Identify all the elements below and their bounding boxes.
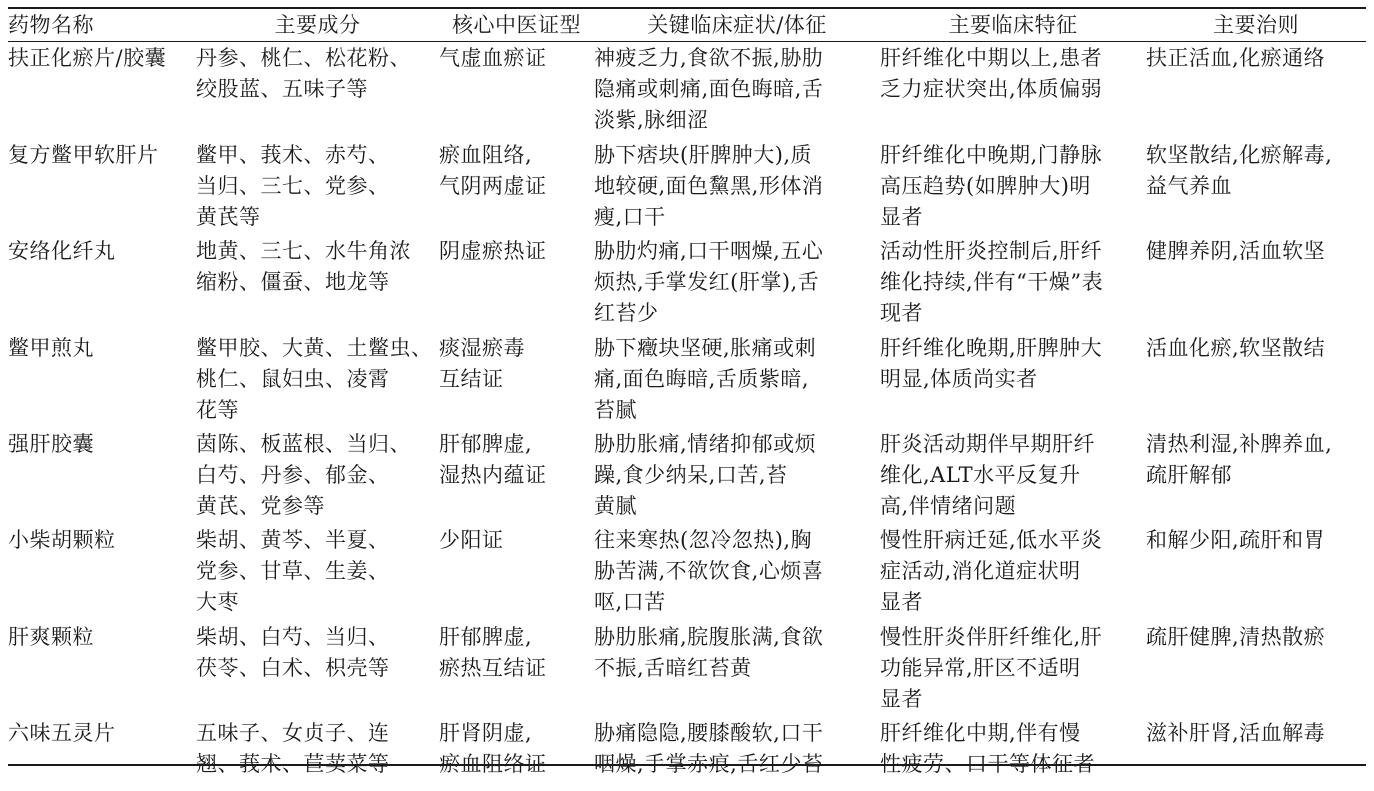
cell-symptoms-line: 胁苦满,不欲饮食,心烦喜 [594, 559, 824, 583]
cell-syndrome-line: 肝肾阴虚, [439, 721, 533, 745]
cell-features-line: 高,伴情绪问题 [880, 494, 1017, 518]
cell-treatment-line: 疏肝解郁 [1146, 463, 1232, 487]
cell-treatment-line: 健脾养阴,活血软坚 [1146, 239, 1326, 263]
cell-symptoms [594, 716, 880, 791]
cell-treatment-line: 活血化瘀,软坚散结 [1146, 336, 1326, 360]
cell-ingredients-line: 柴胡、白芍、当归、 [196, 625, 390, 649]
header-features: 主要临床特征 [948, 13, 1078, 37]
cell-syndrome-line: 气阴两虚证 [439, 174, 547, 198]
cell-treatment-line: 和解少阳,疏肝和胃 [1146, 528, 1326, 552]
medicine-table [8, 9, 1366, 791]
cell-symptoms-line: 胁肋灼痛,口干咽燥,五心 [594, 239, 824, 263]
cell-ingredients [196, 427, 439, 523]
cell-treatment [1146, 41, 1366, 138]
cell-features-line: 肝纤维化中期以上,患者 [880, 46, 1103, 70]
cell-drug-name: 小柴胡颗粒 [8, 528, 116, 552]
cell-ingredients-line: 茵陈、板蓝根、当归、 [196, 432, 411, 456]
cell-symptoms [594, 234, 880, 331]
cell-symptoms-line: 淡紫,脉细涩 [594, 108, 709, 132]
cell-features-line: 显者 [880, 590, 923, 614]
cell-syndrome-line: 湿热内蕴证 [439, 463, 547, 487]
cell-symptoms-line: 隐痛或刺痛,面色晦暗,舌 [594, 77, 824, 101]
cell-features [880, 138, 1146, 234]
cell-ingredients [196, 138, 439, 234]
cell-features-line: 显者 [880, 205, 923, 229]
table-row [8, 427, 1366, 523]
cell-ingredients-line: 大枣 [196, 590, 239, 614]
cell-syndrome-line: 肝郁脾虚, [439, 625, 533, 649]
cell-ingredients [196, 716, 439, 791]
cell-ingredients [196, 331, 439, 427]
cell-features-line: 肝纤维化中晚期,门静脉 [880, 143, 1103, 167]
cell-features-line: 症活动,消化道症状明 [880, 559, 1081, 583]
cell-symptoms-line: 胁肋胀痛,情绪抑郁或烦 [594, 432, 817, 456]
cell-features-line: 维化,ALT水平反复升 [880, 463, 1081, 487]
cell-features [880, 620, 1146, 716]
cell-ingredients-line: 缩粉、僵蚕、地龙等 [196, 270, 390, 294]
cell-ingredients-line: 茯苓、白术、枳壳等 [196, 656, 390, 680]
cell-symptoms-line: 烦热,手掌发红(肝掌),舌 [594, 270, 820, 294]
cell-features-line: 明显,体质尚实者 [880, 367, 1038, 391]
cell-ingredients-line: 地黄、三七、水牛角浓 [196, 239, 411, 263]
cell-features [880, 523, 1146, 620]
cell-symptoms-line: 躁,食少纳呆,口苦,苔 [594, 463, 788, 487]
cell-symptoms [594, 523, 880, 620]
cell-ingredients [196, 41, 439, 138]
cell-syndrome [439, 234, 594, 331]
cell-drug-name: 六味五灵片 [8, 721, 116, 745]
cell-syndrome-line: 少阳证 [439, 528, 504, 552]
cell-ingredients-line: 翘、莪术、苣荬菜等 [196, 752, 390, 776]
cell-drug-name: 复方鳖甲软肝片 [8, 143, 159, 167]
cell-features [880, 716, 1146, 791]
cell-syndrome-line: 瘀热互结证 [439, 656, 547, 680]
cell-syndrome [439, 427, 594, 523]
cell-ingredients [196, 234, 439, 331]
cell-features-line: 肝纤维化晚期,肝脾肿大 [880, 336, 1103, 360]
cell-drug-name: 肝爽颗粒 [8, 625, 94, 649]
cell-ingredients-line: 花等 [196, 398, 239, 422]
cell-syndrome-line: 肝郁脾虚, [439, 432, 533, 456]
cell-ingredients-line: 白芍、丹参、郁金、 [196, 463, 390, 487]
cell-syndrome [439, 523, 594, 620]
cell-treatment [1146, 523, 1366, 620]
cell-treatment-line: 软坚散结,化瘀解毒, [1146, 143, 1333, 167]
cell-treatment-line: 益气养血 [1146, 174, 1232, 198]
table-row [8, 138, 1366, 234]
cell-treatment [1146, 138, 1366, 234]
cell-symptoms [594, 331, 880, 427]
cell-symptoms-line: 地较硬,面色黧黑,形体消 [594, 174, 824, 198]
cell-symptoms-line: 瘦,口干 [594, 205, 666, 229]
cell-treatment [1146, 716, 1366, 791]
cell-features-line: 维化持续,伴有“干燥”表 [880, 270, 1104, 294]
cell-features-line: 活动性肝炎控制后,肝纤 [880, 239, 1103, 263]
header-symptoms: 关键临床症状/体征 [647, 13, 827, 37]
table-row [8, 41, 1366, 138]
cell-features [880, 41, 1146, 138]
table-header-row [8, 9, 1366, 41]
cell-symptoms-line: 胁下痞块(肝脾肿大),质 [594, 143, 813, 167]
table-row [8, 331, 1366, 427]
cell-syndrome [439, 138, 594, 234]
header-ingredients: 主要成分 [274, 13, 361, 37]
cell-syndrome [439, 620, 594, 716]
cell-features-line: 现者 [880, 301, 923, 325]
cell-features-line: 慢性肝炎伴肝纤维化,肝 [880, 625, 1103, 649]
cell-ingredients [196, 523, 439, 620]
cell-ingredients [196, 620, 439, 716]
table-row [8, 620, 1366, 716]
cell-drug-name: 强肝胶囊 [8, 432, 94, 456]
cell-features-line: 显者 [880, 687, 923, 711]
cell-features [880, 427, 1146, 523]
cell-symptoms-line: 黄腻 [594, 494, 637, 518]
cell-features-line: 乏力症状突出,体质偏弱 [880, 77, 1103, 101]
cell-symptoms-line: 呕,口苦 [594, 590, 666, 614]
cell-features-line: 高压趋势(如脾肿大)明 [880, 174, 1091, 198]
cell-ingredients-line: 当归、三七、党参、 [196, 174, 390, 198]
cell-ingredients-line: 黄芪等 [196, 205, 261, 229]
cell-treatment-line: 扶正活血,化瘀通络 [1146, 46, 1326, 70]
cell-ingredients-line: 桃仁、鼠妇虫、凌霄 [196, 367, 390, 391]
header-drug-name: 药物名称 [8, 13, 94, 37]
cell-treatment [1146, 234, 1366, 331]
cell-symptoms-line: 往来寒热(忽冷忽热),胸 [594, 528, 813, 552]
cell-syndrome-line: 互结证 [439, 367, 504, 391]
cell-symptoms-line: 胁痛隐隐,腰膝酸软,口干 [594, 721, 824, 745]
table-row [8, 523, 1366, 620]
cell-features-line: 慢性肝病迁延,低水平炎 [880, 528, 1103, 552]
cell-symptoms-line: 胁下癥块坚硬,胀痛或刺 [594, 336, 817, 360]
cell-ingredients-line: 鳖甲胶、大黄、土鳖虫、 [196, 336, 433, 360]
header-treatment: 主要治则 [1213, 13, 1299, 37]
cell-ingredients-line: 绞股蓝、五味子等 [196, 77, 368, 101]
cell-ingredients-line: 鳖甲、莪术、赤芍、 [196, 143, 390, 167]
cell-treatment-line: 清热利湿,补脾养血, [1146, 432, 1333, 456]
cell-ingredients-line: 党参、甘草、生姜、 [196, 559, 390, 583]
cell-features-line: 功能异常,肝区不适明 [880, 656, 1081, 680]
cell-symptoms [594, 41, 880, 138]
cell-syndrome-line: 阴虚瘀热证 [439, 239, 547, 263]
cell-treatment [1146, 427, 1366, 523]
cell-symptoms [594, 427, 880, 523]
header-syndrome: 核心中医证型 [452, 13, 581, 37]
cell-features [880, 331, 1146, 427]
cell-symptoms-line: 神疲乏力,食欲不振,胁肋 [594, 46, 824, 70]
cell-symptoms-line: 痛,面色晦暗,舌质紫暗, [594, 367, 810, 391]
cell-features-line: 肝炎活动期伴早期肝纤 [880, 432, 1095, 456]
cell-symptoms-line: 胁肋胀痛,脘腹胀满,食欲 [594, 625, 824, 649]
cell-treatment-line: 疏肝健脾,清热散瘀 [1146, 625, 1326, 649]
cell-drug-name: 扶正化瘀片/胶囊 [8, 46, 167, 70]
cell-drug-name: 安络化纤丸 [8, 239, 116, 263]
table-row [8, 234, 1366, 331]
cell-treatment [1146, 331, 1366, 427]
cell-ingredients-line: 五味子、女贞子、连 [196, 721, 390, 745]
cell-features-line: 性疲劳、口干等体征者 [880, 752, 1095, 776]
cell-syndrome [439, 41, 594, 138]
cell-ingredients-line: 丹参、桃仁、松花粉、 [196, 46, 411, 70]
cell-treatment [1146, 620, 1366, 716]
cell-symptoms-line: 咽燥,手掌赤痕,舌红少苔 [594, 752, 824, 776]
cell-symptoms-line: 不振,舌暗红苔黄 [594, 656, 752, 680]
cell-symptoms-line: 苔腻 [594, 398, 637, 422]
table-row [8, 716, 1366, 791]
cell-symptoms [594, 138, 880, 234]
cell-features [880, 234, 1146, 331]
cell-symptoms-line: 红苔少 [594, 301, 659, 325]
cell-syndrome-line: 瘀血阻络证 [439, 752, 547, 776]
cell-syndrome [439, 716, 594, 791]
cell-ingredients-line: 黄芪、党参等 [196, 494, 325, 518]
cell-syndrome-line: 瘀血阻络, [439, 143, 533, 167]
cell-features-line: 肝纤维化中期,伴有慢 [880, 721, 1081, 745]
cell-syndrome [439, 331, 594, 427]
cell-drug-name: 鳖甲煎丸 [8, 336, 94, 360]
cell-symptoms [594, 620, 880, 716]
cell-ingredients-line: 柴胡、黄芩、半夏、 [196, 528, 390, 552]
cell-syndrome-line: 痰湿瘀毒 [439, 336, 525, 360]
cell-treatment-line: 滋补肝肾,活血解毒 [1146, 721, 1326, 745]
cell-syndrome-line: 气虚血瘀证 [439, 46, 547, 70]
